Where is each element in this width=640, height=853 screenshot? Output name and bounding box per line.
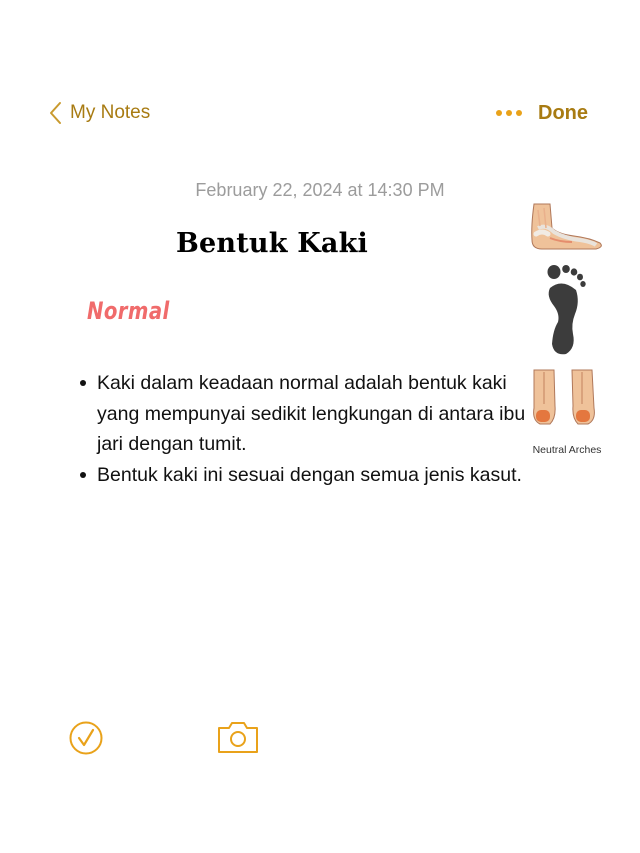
bullet-text: Kaki dalam keadaan normal adalah bentuk kaki yang mempunyai sedikit lengkungan di antara ibu jari dengan tumit. (97, 372, 526, 455)
foot-side-view (532, 204, 602, 249)
done-button[interactable]: Done (538, 101, 588, 124)
bullet-text: Bentuk kaki ini sesuai dengan semua jenis kasut. (97, 463, 522, 486)
more-dots-icon[interactable] (496, 110, 522, 116)
checklist-icon (68, 743, 104, 760)
camera-icon (217, 741, 259, 758)
list-item (78, 368, 530, 460)
camera-button[interactable] (217, 720, 259, 759)
note-date: February 22, 2024 at 14:30 PM (195, 180, 445, 200)
footprint (548, 265, 586, 354)
note-title: Bentuk Kaki (176, 228, 368, 259)
foot-arch-illustration (524, 198, 610, 460)
list-item (78, 460, 530, 491)
rear-legs-view (534, 370, 595, 424)
chevron-left-icon (48, 101, 62, 125)
section-heading: Normal (87, 297, 170, 325)
image-caption: Neutral Arches (532, 444, 602, 456)
bullet-dot (80, 380, 86, 386)
nav-actions (496, 98, 588, 128)
back-button[interactable] (48, 98, 150, 128)
back-label: My Notes (70, 102, 151, 123)
bullet-list (78, 368, 530, 490)
bullet-dot (80, 472, 86, 478)
checklist-button[interactable] (68, 720, 104, 761)
